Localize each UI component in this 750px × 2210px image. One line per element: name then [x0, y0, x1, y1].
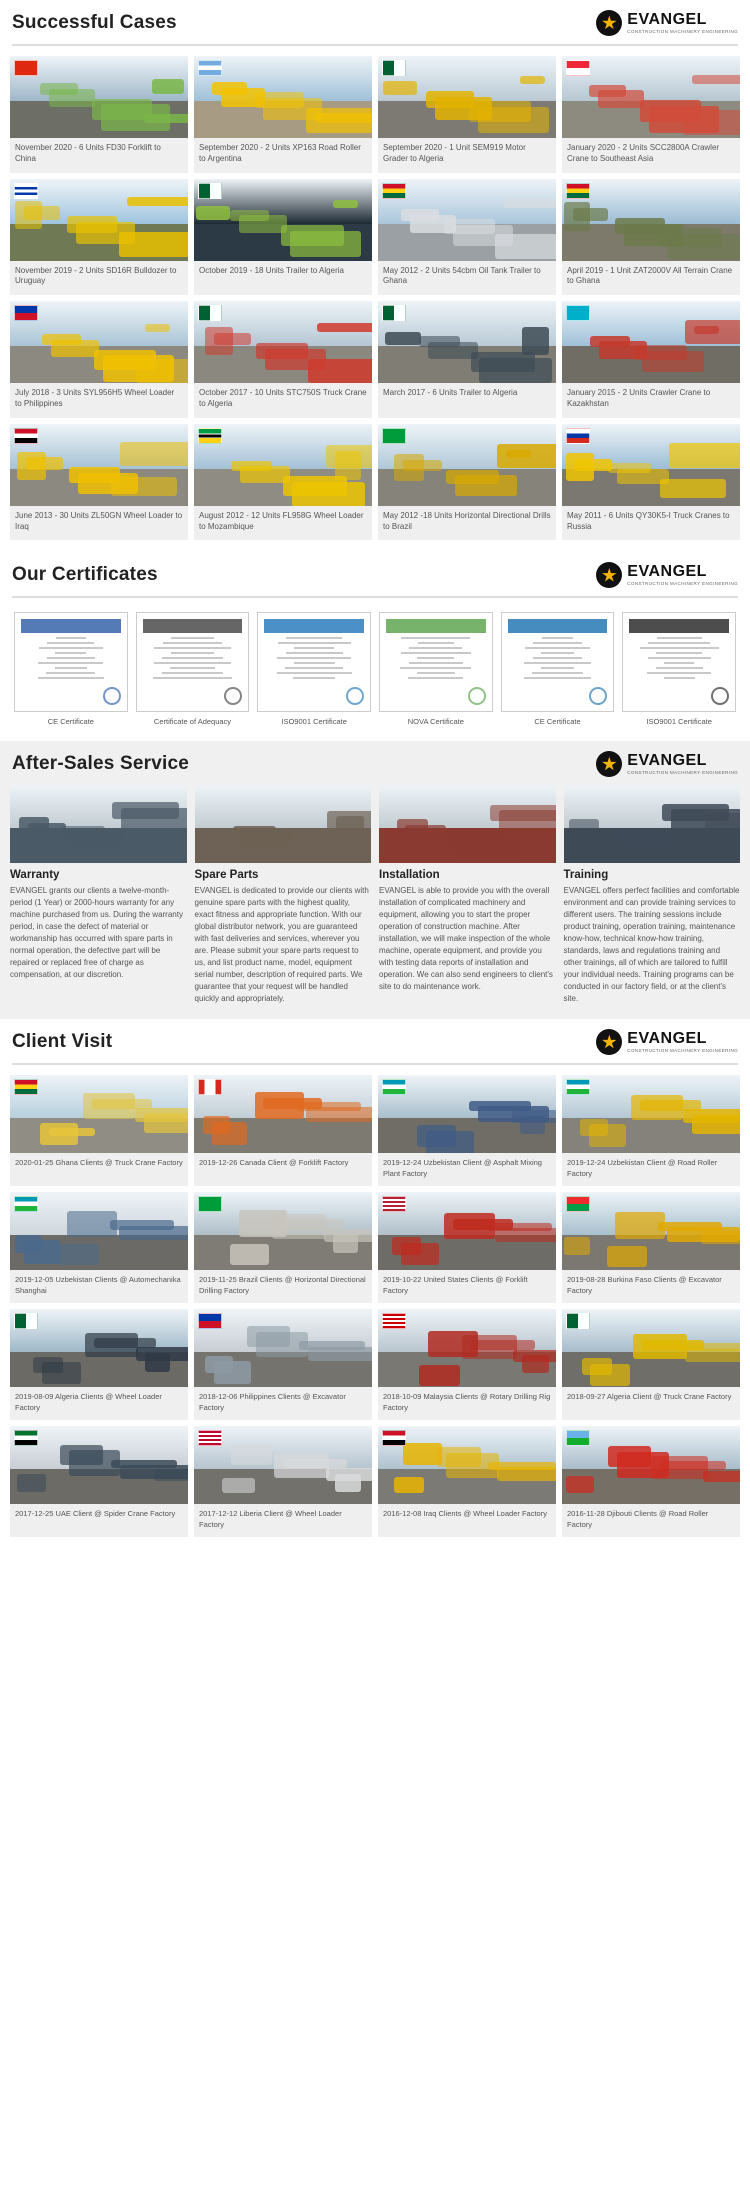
service-photo [195, 785, 372, 863]
case-caption: March 2017 - 6 Units Trailer to Algeria [383, 388, 518, 398]
client-photo [10, 1426, 188, 1504]
service-description: EVANGEL is dedicated to provide our clients with genuine spare parts with the highest quality, exact fitness and appropriate function. With our global distributor network, you are guaranteed with fast deliveries and services, wherever you are. Please submit your spare parts request to us, and list product name, model, equipment serial number, description of required parts. We guarantee that your request will be handled quickly and appropriately. [194, 886, 369, 1004]
certificate-label: CE Certificate [47, 717, 94, 727]
case-caption: October 2017 - 10 Units STC750S Truck Crane to Algeria [199, 388, 367, 408]
cases-grid [0, 56, 750, 552]
case-caption: November 2019 - 2 Units SD16R Bulldozer to Uruguay [15, 265, 177, 286]
aftersales-section [0, 741, 750, 1019]
service-title: Installation [379, 869, 440, 882]
client-photo [194, 1426, 372, 1504]
certificate-label: CE Certificate [534, 717, 581, 727]
client-caption: 2019-11-25 Brazil Clients @ Horizontal Directional Drilling Factory [199, 1275, 366, 1295]
flag-icon-uzbekistan [382, 1079, 406, 1095]
flag-icon-algeria [198, 183, 222, 199]
client-photo [378, 1075, 556, 1153]
client-visit-card[interactable] [378, 1426, 556, 1537]
client-photo [378, 1426, 556, 1504]
page-title-certificates: Our Certificates [12, 564, 158, 586]
clients-grid [0, 1075, 750, 1551]
flag-icon-mozambique [198, 428, 222, 444]
service-description: EVANGEL is able to provide you with the overall installation of complicated machinery and equipment, allowing you to start the proper operation of construction machine. After installation, we will make inspection of the whole machine, operate equipment, and provide you with testing data reports of installation and operation. We can also send engineers to client's site to do maintenance work. [379, 886, 553, 992]
flag-icon-kazakhstan [566, 305, 590, 321]
case-caption: November 2020 - 6 Units FD30 Forklift to China [15, 143, 161, 163]
flag-icon-ghana [566, 183, 590, 199]
client-visit-card[interactable] [562, 1426, 740, 1537]
client-caption: 2020-01-25 Ghana Clients @ Truck Crane Factory [15, 1158, 183, 1168]
client-photo [378, 1192, 556, 1270]
client-caption: 2019-08-28 Burkina Faso Clients @ Excavator Factory [567, 1275, 722, 1295]
client-caption: 2019-10-22 United States Clients @ Forklift Factory [383, 1275, 528, 1295]
case-card[interactable] [194, 301, 372, 418]
flag-icon-malaysia [382, 1313, 406, 1329]
case-caption: June 2013 - 30 Units ZL50GN Wheel Loader to Iraq [15, 510, 183, 531]
section-header-cases [0, 0, 750, 44]
case-caption: May 2012 -18 Units Horizontal Directional Drills to Brazil [383, 510, 551, 531]
evangel-star-icon [596, 1029, 622, 1055]
certificate-card[interactable] [14, 612, 128, 727]
client-caption: 2018-09-27 Algeria Client @ Truck Crane Factory [567, 1392, 732, 1402]
case-card[interactable] [378, 179, 556, 296]
service-photo [10, 785, 187, 863]
client-visit-card[interactable] [562, 1192, 740, 1303]
client-caption: 2019-12-24 Uzbekistan Client @ Asphalt Mixing Plant Factory [383, 1158, 542, 1178]
client-photo [194, 1192, 372, 1270]
flag-icon-algeria [14, 1313, 38, 1329]
flag-icon-iraq [382, 1430, 406, 1446]
case-card[interactable] [194, 56, 372, 173]
client-visit-card[interactable] [194, 1426, 372, 1537]
client-visit-card[interactable] [562, 1309, 740, 1420]
case-card[interactable] [562, 56, 740, 173]
case-caption: September 2020 - 1 Unit SEM919 Motor Grader to Algeria [383, 143, 526, 163]
flag-icon-algeria [382, 60, 406, 76]
client-visit-card[interactable] [10, 1192, 188, 1303]
certificate-label: NOVA Certificate [407, 717, 464, 727]
client-visit-card[interactable] [562, 1075, 740, 1186]
client-caption: 2016-12-08 Iraq Clients @ Wheel Loader Factory [383, 1509, 547, 1519]
certificate-image [257, 612, 371, 712]
case-caption: May 2012 - 2 Units 54cbm Oil Tank Trailer to Ghana [383, 265, 541, 286]
flag-icon-algeria [198, 305, 222, 321]
case-card[interactable] [10, 301, 188, 418]
flag-icon-canada [198, 1079, 222, 1095]
divider-certificates [12, 596, 738, 598]
section-header-certificates [0, 552, 750, 596]
brand-tagline: CONSTRUCTION MACHINERY ENGINEERING [627, 28, 738, 34]
certificate-card[interactable] [501, 612, 615, 727]
case-photo [378, 424, 556, 506]
case-photo [10, 179, 188, 261]
flag-icon-singapore [566, 60, 590, 76]
brand-logo-certificates [596, 562, 738, 588]
flag-icon-ghana [382, 183, 406, 199]
flag-icon-usa [382, 1196, 406, 1212]
client-photo [562, 1192, 740, 1270]
flag-icon-liberia [198, 1430, 222, 1446]
certificate-card[interactable] [379, 612, 493, 727]
evangel-star-icon [596, 751, 622, 777]
flag-icon-russia [566, 428, 590, 444]
brand-name: EVANGEL [627, 751, 707, 769]
client-caption: 2018-10-09 Malaysia Clients @ Rotary Drilling Rig Factory [383, 1392, 551, 1412]
services-grid [0, 785, 750, 1005]
flag-icon-uzbekistan [14, 1196, 38, 1212]
certificate-image [136, 612, 250, 712]
service-photo [564, 785, 741, 863]
case-photo [194, 56, 372, 138]
service-description: EVANGEL offers perfect facilities and comfortable environment and can provide training services to different users. The training sessions include product training, operation training, maintenance know-how, technical know-how training, standards, laws and regulations training and other trainings, all of which are tailored to fulfill your individual needs. Training programs can be conducted in our factory field, or at the client's site. [563, 886, 740, 1004]
certificate-card[interactable] [622, 612, 736, 727]
client-photo [10, 1075, 188, 1153]
certificate-label: ISO9001 Certificate [281, 717, 347, 727]
case-caption: January 2020 - 2 Units SCC2800A Crawler Crane to Southeast Asia [567, 143, 720, 163]
divider-clients [12, 1063, 738, 1065]
case-card[interactable] [562, 424, 740, 541]
client-photo [10, 1309, 188, 1387]
service-card [10, 785, 187, 1005]
flag-icon-burkinafaso [566, 1196, 590, 1212]
brand-logo [596, 10, 738, 36]
certificate-label: Certificate of Adequacy [153, 717, 232, 727]
certificate-image [379, 612, 493, 712]
case-photo [378, 56, 556, 138]
service-title: Spare Parts [194, 869, 259, 882]
brand-tagline: CONSTRUCTION MACHINERY ENGINEERING [627, 1047, 738, 1053]
flag-icon-uzbekistan [566, 1079, 590, 1095]
client-photo [562, 1309, 740, 1387]
case-photo [194, 301, 372, 383]
case-photo [194, 424, 372, 506]
certificate-image [501, 612, 615, 712]
flag-icon-uruguay [14, 183, 38, 199]
case-photo [378, 301, 556, 383]
client-caption: 2019-12-05 Uzbekistan Clients @ Automechanika Shanghai [15, 1275, 181, 1295]
service-title: Warranty [10, 869, 60, 882]
case-photo [10, 56, 188, 138]
certificate-label: ISO9001 Certificate [646, 717, 712, 727]
flag-icon-iraq [14, 428, 38, 444]
client-caption: 2016-11-28 Djibouti Clients @ Road Roller Factory [567, 1509, 709, 1529]
section-header-clients [0, 1019, 750, 1063]
flag-icon-philippines [198, 1313, 222, 1329]
brand-name: EVANGEL [627, 563, 707, 581]
service-card [564, 785, 741, 1005]
case-card[interactable] [10, 179, 188, 296]
client-photo [194, 1075, 372, 1153]
client-photo [378, 1309, 556, 1387]
client-caption: 2019-08-09 Algeria Clients @ Wheel Loader Factory [15, 1392, 162, 1412]
case-caption: September 2020 - 2 Units XP163 Road Roller to Argentina [199, 143, 361, 163]
case-photo [562, 56, 740, 138]
certificate-image [622, 612, 736, 712]
brand-name: EVANGEL [627, 1029, 707, 1047]
service-card [379, 785, 556, 1005]
flag-icon-philippines [14, 305, 38, 321]
case-card[interactable] [378, 56, 556, 173]
page-title-cases: Successful Cases [12, 12, 177, 33]
evangel-star-icon [596, 10, 622, 36]
certificate-image [14, 612, 128, 712]
client-visit-card[interactable] [194, 1309, 372, 1420]
case-card[interactable] [562, 301, 740, 418]
service-card [195, 785, 372, 1005]
case-caption: August 2012 - 12 Units FL958G Wheel Loader to Mozambique [199, 510, 364, 531]
client-photo [10, 1192, 188, 1270]
flag-icon-argentina [198, 60, 222, 76]
case-photo [194, 179, 372, 261]
client-visit-card[interactable] [10, 1309, 188, 1420]
certificate-card[interactable] [136, 612, 250, 727]
client-photo [194, 1309, 372, 1387]
case-photo [10, 301, 188, 383]
divider-cases [12, 44, 738, 46]
case-card[interactable] [194, 179, 372, 296]
client-photo [562, 1426, 740, 1504]
case-photo [562, 301, 740, 383]
brand-tagline: CONSTRUCTION MACHINERY ENGINEERING [627, 769, 738, 775]
brand-name: EVANGEL [627, 10, 707, 28]
case-card[interactable] [378, 424, 556, 541]
client-caption: 2017-12-12 Liberia Client @ Wheel Loader Factory [199, 1509, 342, 1529]
client-photo [562, 1075, 740, 1153]
case-card[interactable] [194, 424, 372, 541]
client-visit-card[interactable] [10, 1075, 188, 1186]
case-caption: May 2011 - 6 Units QY30K5-I Truck Cranes to Russia [567, 510, 730, 531]
service-description: EVANGEL grants our clients a twelve-month-period (1 Year) or 2000-hours warranty for any machine purchased from us. During the warranty period, in case the defect of material or workmanship has occurred with spare parts in normal operation, the defective part will be repaired or replaced free of charge as compensation, at our discretion. [10, 886, 183, 980]
flag-icon-algeria [382, 305, 406, 321]
certificates-grid [0, 608, 750, 741]
case-caption: October 2019 - 18 Units Trailer to Algeria [199, 265, 344, 275]
client-visit-card[interactable] [194, 1192, 372, 1303]
client-visit-card[interactable] [378, 1075, 556, 1186]
brand-tagline: CONSTRUCTION MACHINERY ENGINEERING [627, 581, 738, 587]
case-photo [378, 179, 556, 261]
case-photo [562, 179, 740, 261]
case-photo [10, 424, 188, 506]
case-card[interactable] [10, 424, 188, 541]
page-title-clients: Client Visit [12, 1031, 113, 1053]
service-title: Training [563, 869, 609, 882]
case-card[interactable] [378, 301, 556, 418]
client-caption: 2019-12-24 Uzbekistan Client @ Road Roller Factory [567, 1158, 718, 1178]
client-visit-card[interactable] [10, 1426, 188, 1537]
evangel-star-icon [596, 562, 622, 588]
flag-icon-algeria [566, 1313, 590, 1329]
flag-icon-china [14, 60, 38, 76]
case-photo [562, 424, 740, 506]
service-photo [379, 785, 556, 863]
client-caption: 2017-12-25 UAE Client @ Spider Crane Factory [15, 1509, 176, 1519]
case-card[interactable] [562, 179, 740, 296]
flag-icon-uae [14, 1430, 38, 1446]
certificate-card[interactable] [257, 612, 371, 727]
brand-logo-aftersales [596, 751, 738, 777]
page-title-aftersales: After-Sales Service [12, 753, 190, 775]
section-header-aftersales [0, 741, 750, 785]
case-caption: January 2015 - 2 Units Crawler Crane to Kazakhstan [567, 388, 711, 408]
flag-icon-brazil [198, 1196, 222, 1212]
client-visit-card[interactable] [194, 1075, 372, 1186]
flag-icon-brazil [382, 428, 406, 444]
case-card[interactable] [10, 56, 188, 173]
case-caption: July 2018 - 3 Units SYL956H5 Wheel Loader to Philippines [15, 388, 175, 408]
client-caption: 2019-12-26 Canada Client @ Forklift Factory [199, 1158, 349, 1168]
flag-icon-djibouti [566, 1430, 590, 1446]
brand-logo-clients [596, 1029, 738, 1055]
client-visit-card[interactable] [378, 1192, 556, 1303]
client-caption: 2018-12-06 Philippines Clients @ Excavator Factory [199, 1392, 346, 1412]
flag-icon-ghana [14, 1079, 38, 1095]
case-caption: April 2019 - 1 Unit ZAT2000V All Terrain Crane to Ghana [567, 265, 733, 286]
client-visit-card[interactable] [378, 1309, 556, 1420]
